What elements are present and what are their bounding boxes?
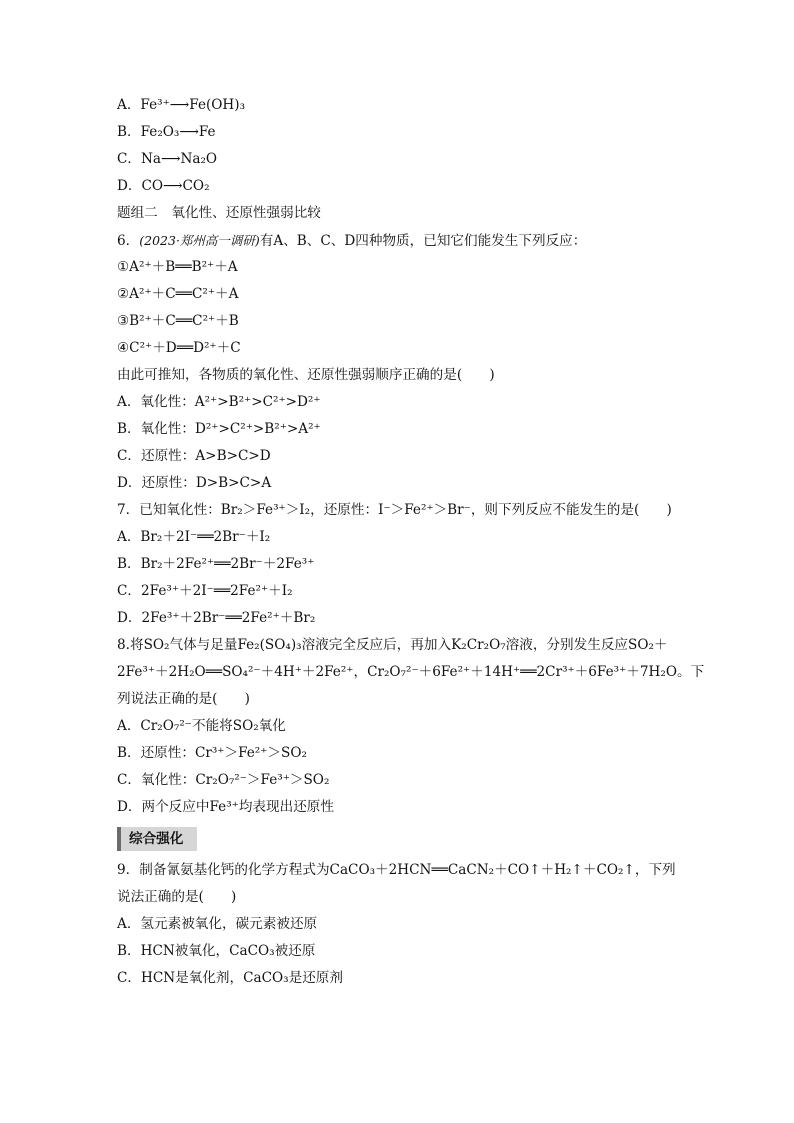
option-line: A．Cr₂O₇²⁻不能将SO₂氧化 xyxy=(117,718,286,734)
reaction-line: ②A²⁺＋C══C²⁺＋A xyxy=(117,286,239,302)
question-number: 6． xyxy=(117,233,140,249)
reaction-line: ①A²⁺＋B══B²⁺＋A xyxy=(117,259,238,275)
option-line: C．Na⟶Na₂O xyxy=(117,151,218,167)
option-line: B．氧化性：D²⁺>C²⁺>B²⁺>A²⁺ xyxy=(117,421,321,437)
section-label-wrapper xyxy=(117,821,687,857)
question-6-prompt: 由此可推知，各物质的氧化性、还原性强弱顺序正确的是( ) xyxy=(117,367,495,383)
question-9-stem: 说法正确的是( ) xyxy=(117,889,237,905)
question-text: 有A、B、C、D四种物质，已知它们能发生下列反应： xyxy=(259,233,587,249)
group-heading: 题组二 氧化性、还原性强弱比较 xyxy=(117,205,321,221)
option-line: D．两个反应中Fe³⁺均表现出还原性 xyxy=(117,799,334,815)
question-8-stem: 2Fe³⁺＋2H₂O══SO₄²⁻＋4H⁺＋2Fe²⁺，Cr₂O₇²⁻＋6Fe²⁺＋14H⁺══2Cr³⁺＋6Fe³⁺＋7H₂O。下 xyxy=(117,664,705,680)
document-content xyxy=(117,92,705,992)
option-line: C．氧化性：Cr₂O₇²⁻＞Fe³⁺＞SO₂ xyxy=(117,772,330,788)
option-line: D．还原性：D>B>C>A xyxy=(117,475,272,491)
option-line: D．2Fe³⁺＋2Br⁻══2Fe²⁺＋Br₂ xyxy=(117,610,316,626)
option-line: B．Fe₂O₃⟶Fe xyxy=(117,124,216,140)
option-line: B．还原性：Cr³⁺＞Fe²⁺＞SO₂ xyxy=(117,745,307,761)
option-line: C．HCN是氧化剂，CaCO₃是还原剂 xyxy=(117,970,343,986)
question-8-stem: 8.将SO₂气体与足量Fe₂(SO₄)₃溶液完全反应后，再加入K₂Cr₂O₇溶液，分别发生反应SO₂＋ xyxy=(117,637,668,653)
question-7-stem: 7．已知氧化性：Br₂＞Fe³⁺＞I₂，还原性：I⁻＞Fe²⁺＞Br⁻，则下列反应不能发生的是( ) xyxy=(117,502,672,518)
question-source: (2023·郑州高一调研) xyxy=(139,233,260,248)
option-line: A．氧化性：A²⁺>B²⁺>C²⁺>D²⁺ xyxy=(117,394,321,410)
reaction-line: ④C²⁺＋D══D²⁺＋C xyxy=(117,340,241,356)
reaction-line: ③B²⁺＋C══C²⁺＋B xyxy=(117,313,239,329)
section-label: 综合强化 xyxy=(117,827,197,851)
option-line: C．2Fe³⁺＋2I⁻══2Fe²⁺＋I₂ xyxy=(117,583,293,599)
question-8-stem: 列说法正确的是( ) xyxy=(117,691,250,707)
option-line: B．Br₂＋2Fe²⁺══2Br⁻＋2Fe³⁺ xyxy=(117,556,315,572)
question-9-stem: 9．制备氰氨基化钙的化学方程式为CaCO₃＋2HCN══CaCN₂＋CO↑＋H₂↑＋CO₂↑，下列 xyxy=(117,862,676,878)
option-line: C．还原性：A>B>C>D xyxy=(117,448,271,464)
question-6-stem xyxy=(117,227,687,254)
option-line: A．Br₂＋2I⁻══2Br⁻＋I₂ xyxy=(117,529,271,545)
option-line: A．Fe³⁺⟶Fe(OH)₃ xyxy=(117,97,246,113)
option-line: B．HCN被氧化，CaCO₃被还原 xyxy=(117,943,316,959)
option-line: A．氢元素被氧化，碳元素被还原 xyxy=(117,916,318,932)
option-line: D．CO⟶CO₂ xyxy=(117,178,210,194)
